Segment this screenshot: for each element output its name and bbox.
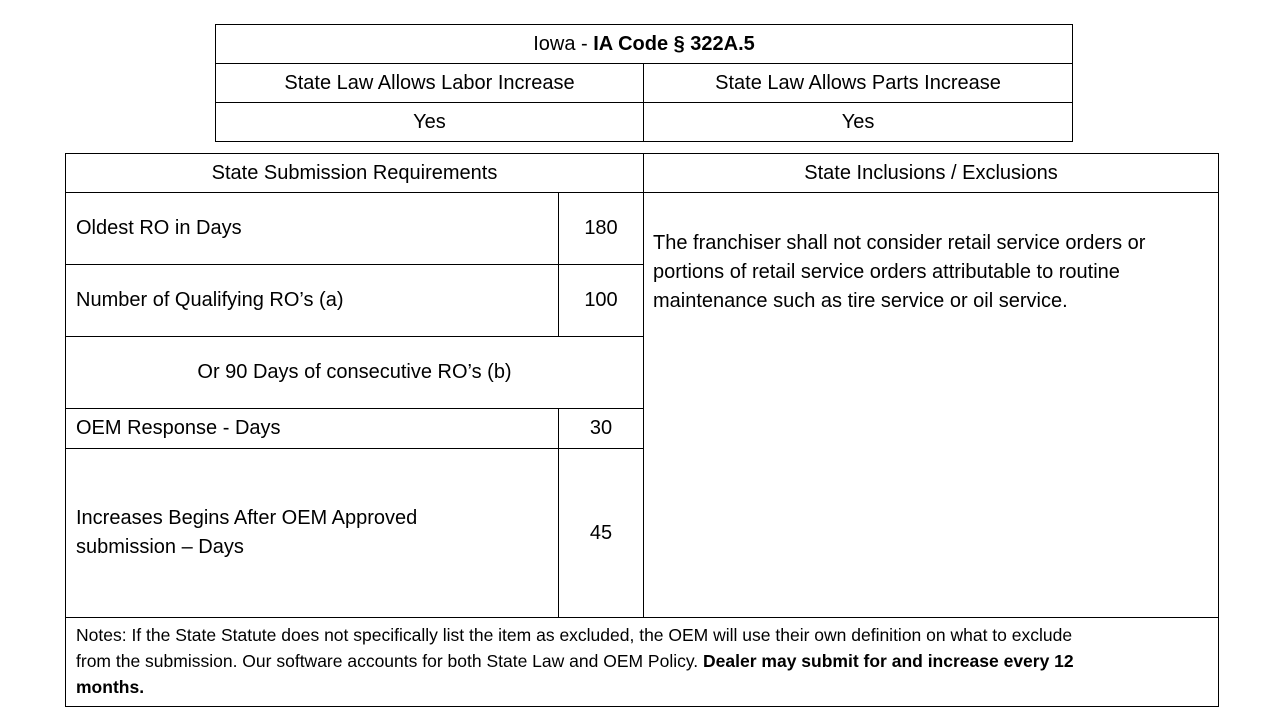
qualifying-ro-value: 100 [559,265,644,337]
state-name: Iowa - [533,32,594,55]
oem-response-label: OEM Response - Days [66,409,559,449]
qualifying-ro-label: Number of Qualifying RO’s (a) [66,265,559,337]
submission-requirements-heading: State Submission Requirements [66,154,644,193]
inclusions-line: maintenance such as tire service or oil service. [653,290,1068,312]
notes-line: Notes: If the State Statute does not specifically list the item as excluded, the OEM will use their own definition on what to exclude [76,625,1073,645]
inclusions-exclusions-text [644,193,1219,618]
labor-increase-value: Yes [216,103,644,142]
increase-begins-line: Increases Begins After OEM Approved [76,507,418,529]
parts-increase-value: Yes [644,103,1073,142]
inclusions-exclusions-heading: State Inclusions / Exclusions [644,154,1219,193]
increase-begins-value: 45 [559,449,644,618]
consecutive-ro-alternative: Or 90 Days of consecutive RO’s (b) [66,337,644,409]
requirements-table [65,153,1219,707]
oldest-ro-value: 180 [559,193,644,265]
statute-title-cell [216,25,1073,64]
oem-response-value: 30 [559,409,644,449]
notes-bold-text: months. [76,677,145,697]
notes-plain-text: from the submission. Our software accounts for both State Law and OEM Policy. [76,651,704,671]
notes-cell [66,618,1219,707]
statute-code: IA Code § 322A.5 [593,32,755,55]
increase-begins-line: submission – Days [76,536,244,558]
notes-line [76,674,1208,700]
labor-increase-header: State Law Allows Labor Increase [216,64,644,103]
law-summary-table [215,24,1073,142]
increase-begins-label [66,449,559,618]
inclusions-line: portions of retail service orders attributable to routine [653,261,1120,283]
oldest-ro-label: Oldest RO in Days [66,193,559,265]
inclusions-line: The franchiser shall not consider retail service orders or [653,232,1146,254]
notes-bold-text: Dealer may submit for and increase every 12 [703,651,1074,671]
parts-increase-header: State Law Allows Parts Increase [644,64,1073,103]
notes-line [76,648,1208,674]
